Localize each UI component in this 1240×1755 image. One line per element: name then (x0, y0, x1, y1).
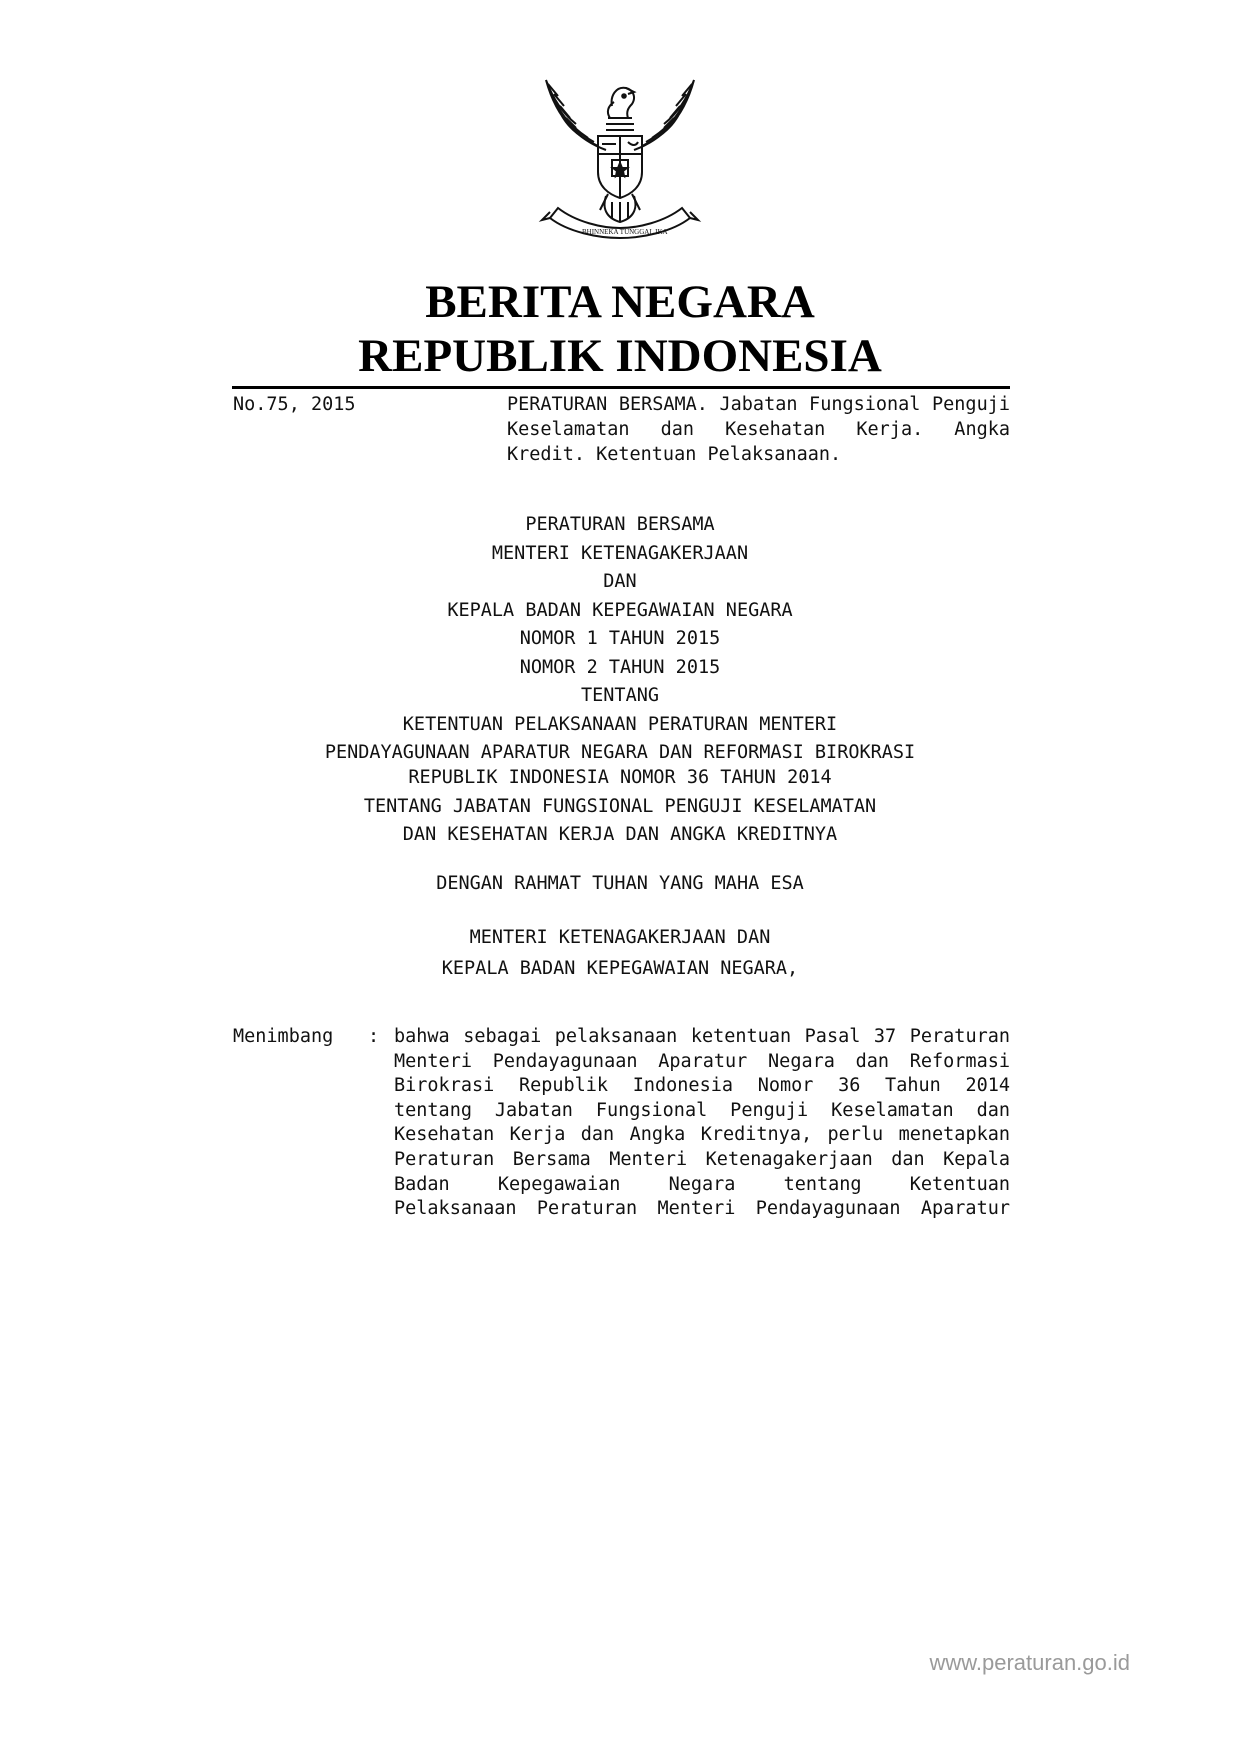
heading-line: REPUBLIK INDONESIA NOMOR 36 TAHUN 2014 (408, 767, 832, 788)
heading-line: MENTERI KETENAGAKERJAAN (491, 542, 749, 564)
garuda-emblem-icon (536, 72, 704, 244)
considering-line: Birokrasi Republik Indonesia Nomor 36 Tahun 2014 (394, 1075, 1010, 1097)
heading-line: PERATURAN BERSAMA (525, 514, 715, 535)
heading-line: KETENTUAN PELAKSANAAN PERATURAN MENTERI (402, 713, 838, 735)
heading-line: PENDAYAGUNAAN APARATUR NEGARA DAN REFORMASI BIROKRASI (324, 742, 916, 763)
gazette-subject: PERATURAN BERSAMA. Jabatan Fungsional Penguji Keselamatan dan Kesehatan Kerja. Angka Kredit. Ketentuan Pelaksanaan. (507, 394, 1010, 465)
considering-line: Pelaksanaan Peraturan Menteri Pendayagunaan Aparatur (394, 1198, 1010, 1220)
considering-line: Peraturan Bersama Menteri Ketenagakerjaan dan Kepala (394, 1148, 1010, 1170)
considering-colon: : (368, 1026, 380, 1047)
svg-text:BHINNEKA TUNGGAL IKA: BHINNEKA TUNGGAL IKA (582, 228, 668, 236)
invocation: DENGAN RAHMAT TUHAN YANG MAHA ESA (436, 873, 804, 894)
heading-line: NOMOR 1 TAHUN 2015 (519, 628, 721, 649)
considering-text (394, 1025, 1010, 1222)
masthead-divider (232, 386, 1010, 389)
footer-website-link[interactable]: www.peraturan.go.id (929, 1650, 1130, 1675)
considering-line: Badan Kepegawaian Negara tentang Ketentuan (394, 1173, 1010, 1195)
heading-line: DAN (603, 571, 637, 592)
considering-line: tentang Jabatan Fungsional Penguji Keselamatan dan (394, 1099, 1010, 1121)
authority-line: MENTERI KETENAGAKERJAAN DAN (469, 927, 771, 948)
masthead-line-1: BERITA NEGARA (425, 276, 815, 328)
considering-line: Kesehatan Kerja dan Angka Kreditnya, perlu menetapkan (394, 1124, 1010, 1146)
authorities (230, 924, 1010, 984)
regulation-heading (230, 511, 1010, 850)
considering-line: bahwa sebagai pelaksanaan ketentuan Pasal 37 Peraturan (394, 1026, 1010, 1047)
gazette-number: No.75, 2015 (233, 394, 356, 415)
authority-line: KEPALA BADAN KEPEGAWAIAN NEGARA, (441, 958, 799, 979)
heading-line: TENTANG JABATAN FUNGSIONAL PENGUJI KESELAMATAN (363, 795, 877, 817)
heading-line: DAN KESEHATAN KERJA DAN ANGKA KREDITNYA (402, 824, 838, 845)
considering-label: Menimbang (233, 1026, 334, 1047)
heading-line: TENTANG (581, 685, 659, 706)
considering-line: Menteri Pendayagunaan Aparatur Negara dan Reformasi (394, 1050, 1010, 1072)
heading-line: NOMOR 2 TAHUN 2015 (519, 656, 721, 678)
masthead-line-2: REPUBLIK INDONESIA (358, 330, 882, 382)
heading-line: KEPALA BADAN KEPEGAWAIAN NEGARA (447, 599, 793, 621)
